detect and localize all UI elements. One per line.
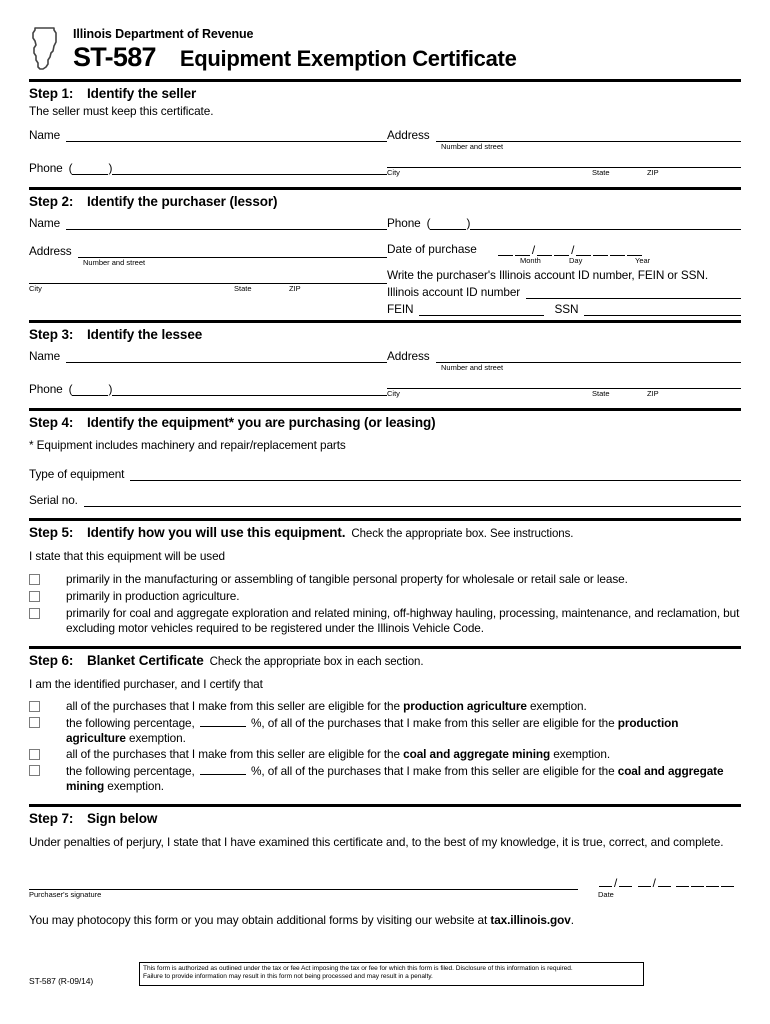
step-6-option-2-mid: %, of all of the purchases that I make from this seller are eligible for the xyxy=(247,716,618,730)
step-6-option-2-pre: the following percentage, xyxy=(66,716,198,730)
seller-name-row xyxy=(29,128,387,142)
step-5-checkbox-3[interactable] xyxy=(29,608,40,619)
purchaser-state-caption: State xyxy=(234,284,252,293)
step-6-subtitle: Check the appropriate box in each section. xyxy=(209,656,424,668)
legal-notice-line-1: This form is authorized as outlined under the tax or fee Act imposing the tax or fee for which this form is filed. Disclosure of this information is required. xyxy=(143,965,573,972)
step-1-number: Step 1: xyxy=(29,86,74,101)
seller-address-row xyxy=(387,128,741,142)
lessee-name-label: Name xyxy=(29,349,61,363)
step-1-title: Identify the seller xyxy=(87,86,197,101)
purchase-month-digit-2[interactable] xyxy=(515,244,530,256)
purchaser-zip-caption: ZIP xyxy=(289,284,301,293)
step-6-option-4-mid: %, of all of the purchases that I make from this seller are eligible for the xyxy=(247,764,618,778)
step-5-subtitle: Check the appropriate box. See instructions. xyxy=(351,528,574,540)
account-id-row xyxy=(387,285,741,299)
step-6-option-4-pre: the following percentage, xyxy=(66,764,198,778)
signature-caption: Purchaser's signature xyxy=(29,890,102,899)
seller-phone-input[interactable] xyxy=(112,161,387,175)
purchaser-name-row xyxy=(29,216,387,230)
lessee-city-caption: City xyxy=(387,389,400,398)
step-1-instruction: The seller must keep this certificate. xyxy=(29,104,214,118)
step-6-checkbox-4[interactable] xyxy=(29,765,40,776)
step-6-option-3-post: exemption. xyxy=(550,747,611,761)
step-5-title: Identify how you will use this equipment. xyxy=(87,525,346,540)
seller-phone-area-input[interactable] xyxy=(72,162,108,175)
step-4-footnote: * Equipment includes machinery and repair/replacement parts xyxy=(29,438,346,452)
step-6-lead-in: I am the identified purchaser, and I certify that xyxy=(29,677,263,691)
purchaser-name-label: Name xyxy=(29,216,61,230)
signature-row xyxy=(29,876,741,899)
purchaser-number-street-caption: Number and street xyxy=(83,258,146,267)
step-7-title: Sign below xyxy=(87,811,158,826)
purchaser-phone-row xyxy=(387,216,741,230)
lessee-address-label: Address xyxy=(387,349,430,363)
step-3-title: Identify the lessee xyxy=(87,327,203,342)
step-6-option-2-bold: production agriculture xyxy=(66,716,679,745)
purchase-year-digit-1[interactable] xyxy=(576,244,591,256)
step-2-header xyxy=(29,190,741,212)
purchaser-name-input[interactable] xyxy=(66,216,387,230)
page-title: Equipment Exemption Certificate xyxy=(179,46,517,71)
sign-date-month-1[interactable] xyxy=(599,876,612,887)
purchaser-csz-captions xyxy=(29,284,387,293)
purchaser-phone-label: Phone xyxy=(387,216,421,230)
ssn-input[interactable] xyxy=(584,302,741,316)
seller-number-street-caption: Number and street xyxy=(441,142,504,151)
step-6-checkbox-1[interactable] xyxy=(29,701,40,712)
step-6-header xyxy=(29,649,741,671)
purchase-year-digit-2[interactable] xyxy=(593,244,608,256)
photocopy-note xyxy=(29,913,741,928)
lessee-name-row xyxy=(29,349,387,363)
sign-date-day-1[interactable] xyxy=(638,876,651,887)
purchaser-address-input[interactable] xyxy=(78,244,387,258)
seller-csz-captions xyxy=(387,168,741,177)
seller-address-label: Address xyxy=(387,128,430,142)
seller-name-label: Name xyxy=(29,128,61,142)
step-1-fields xyxy=(29,128,741,187)
account-id-input[interactable] xyxy=(526,285,741,299)
signature-input[interactable] xyxy=(29,879,578,890)
ssn-label: SSN xyxy=(554,302,579,316)
step-6-checkbox-2[interactable] xyxy=(29,717,40,728)
step-5-option-1[interactable] xyxy=(29,572,741,587)
photocopy-note-pre: You may photocopy this form or you may obtain additional forms by visiting our website at xyxy=(29,913,491,927)
agency-name: Illinois Department of Revenue xyxy=(73,27,254,41)
legal-notice-box xyxy=(139,962,644,986)
lessee-state-caption: State xyxy=(592,389,610,398)
step-6-checkbox-3[interactable] xyxy=(29,749,40,760)
seller-address-input[interactable] xyxy=(436,128,741,142)
purchase-year-digit-4[interactable] xyxy=(627,244,642,256)
purchase-day-digit-2[interactable] xyxy=(554,244,569,256)
step-3-fields xyxy=(29,349,741,408)
form-revision-code: ST-587 (R-09/14) xyxy=(29,976,94,986)
step-6-option-1-bold: production agriculture xyxy=(403,699,527,713)
step-4-header xyxy=(29,411,741,433)
form-number: ST-587 xyxy=(73,42,156,72)
id-instruction: Write the purchaser's Illinois account ID number, FEIN or SSN. xyxy=(387,268,709,282)
purchaser-address-label: Address xyxy=(29,244,72,258)
serial-number-input[interactable] xyxy=(84,493,741,507)
step-6-option-4[interactable] xyxy=(29,763,741,794)
step-4-number: Step 4: xyxy=(29,415,74,430)
day-caption: Day xyxy=(569,256,583,265)
step-7-header xyxy=(29,807,741,829)
step-7-number: Step 7: xyxy=(29,811,74,826)
step-6-percent-input-2[interactable] xyxy=(200,763,246,775)
seller-name-input[interactable] xyxy=(66,128,387,142)
illinois-state-outline-icon xyxy=(29,26,63,72)
seller-zip-caption: ZIP xyxy=(647,168,659,177)
step-5-checkbox-2[interactable] xyxy=(29,591,40,602)
lessee-phone-area-input[interactable] xyxy=(72,383,108,396)
step-6-option-1-post: exemption. xyxy=(526,699,587,713)
step-1-header xyxy=(29,82,741,104)
step-5-option-3-label: primarily for coal and aggregate exploration and related mining, off-highway hauling, processing, maintenance, and reclamation, but excluding motor vehicles required to be registered under the Illinois Vehicle Code. xyxy=(66,606,740,635)
step-6-option-3-bold: coal and aggregate mining xyxy=(403,747,551,761)
step-5-number: Step 5: xyxy=(29,525,74,540)
step-5-option-3[interactable] xyxy=(29,606,741,636)
sign-date-year-4[interactable] xyxy=(721,876,734,887)
serial-number-row xyxy=(29,493,741,507)
step-3-number: Step 3: xyxy=(29,327,74,342)
form-header xyxy=(29,26,741,74)
form-footer xyxy=(29,962,741,986)
step-6-number: Step 6: xyxy=(29,653,74,668)
legal-notice-line-2: Failure to provide information may result in this form not being processed and may result in a penalty. xyxy=(143,973,433,981)
sign-date-year-3[interactable] xyxy=(706,876,719,887)
step-3-header xyxy=(29,323,741,345)
purchase-day-digit-1[interactable] xyxy=(537,244,552,256)
step-5-option-1-label: primarily in the manufacturing or assembling of tangible personal property for wholesale or retail sale or lease. xyxy=(66,572,628,586)
lessee-phone-input[interactable] xyxy=(112,382,387,396)
step-6-option-4-bold: coal and aggregate mining xyxy=(66,764,724,793)
seller-state-caption: State xyxy=(592,168,610,177)
website-link[interactable]: tax.illinois.gov xyxy=(490,913,571,927)
step-2-number: Step 2: xyxy=(29,194,74,209)
purchase-month-digit-1[interactable] xyxy=(498,244,513,256)
step-5-checkbox-1[interactable] xyxy=(29,574,40,585)
step-6-option-2-post: exemption. xyxy=(125,731,186,745)
photocopy-note-post: . xyxy=(570,913,574,927)
step-2-fields xyxy=(29,216,741,320)
seller-city-caption: City xyxy=(387,168,400,177)
month-caption: Month xyxy=(520,256,541,265)
date-of-purchase-label: Date of purchase xyxy=(387,242,477,256)
sign-date-month-2[interactable] xyxy=(619,876,632,887)
step-6-percent-input-1[interactable] xyxy=(200,715,246,727)
seller-phone-label: Phone xyxy=(29,161,63,175)
purchaser-phone-area-input[interactable] xyxy=(430,217,466,230)
step-5-option-2-label: primarily in production agriculture. xyxy=(66,589,240,603)
perjury-statement: Under penalties of perjury, I state that I have examined this certificate and, to the best of my knowledge, it is true, correct, and complete. xyxy=(29,835,724,849)
sign-date-year-1[interactable] xyxy=(676,876,689,887)
step-6-option-1-pre: all of the purchases that I make from this seller are eligible for the xyxy=(66,699,404,713)
purchaser-address-row xyxy=(29,244,387,258)
sign-date-day-2[interactable] xyxy=(658,876,671,887)
fein-input[interactable] xyxy=(419,302,544,316)
lessee-phone-label: Phone xyxy=(29,382,63,396)
lessee-csz-captions xyxy=(387,389,741,398)
year-caption: Year xyxy=(635,256,651,265)
purchase-year-digit-3[interactable] xyxy=(610,244,625,256)
lessee-zip-caption: ZIP xyxy=(647,389,659,398)
step-6-option-3[interactable] xyxy=(29,747,741,762)
fein-ssn-row xyxy=(387,302,741,316)
lessee-phone-row xyxy=(29,382,387,396)
purchaser-phone-area-wrap: ( ) xyxy=(426,216,471,230)
lessee-phone-area-wrap: ( ) xyxy=(68,382,113,396)
lessee-address-input[interactable] xyxy=(436,349,741,363)
equipment-type-label: Type of equipment xyxy=(29,467,125,481)
step-6-title: Blanket Certificate xyxy=(87,653,204,668)
lessee-address-row xyxy=(387,349,741,363)
signature-date-caption: Date xyxy=(598,890,614,899)
equipment-type-input[interactable] xyxy=(130,467,741,481)
step-5-lead-in: I state that this equipment will be used xyxy=(29,549,226,563)
lessee-name-input[interactable] xyxy=(66,349,387,363)
purchaser-city-caption: City xyxy=(29,284,42,293)
purchaser-phone-input[interactable] xyxy=(470,216,741,230)
step-4-title: Identify the equipment* you are purchasing (or leasing) xyxy=(87,415,436,430)
fein-label: FEIN xyxy=(387,302,414,316)
step-5-option-2[interactable] xyxy=(29,589,741,604)
sign-date-year-2[interactable] xyxy=(691,876,704,887)
step-6-option-2[interactable] xyxy=(29,715,741,746)
lessee-number-street-caption: Number and street xyxy=(441,363,504,372)
signature-date-block: / / Date xyxy=(598,876,735,899)
equipment-type-row xyxy=(29,467,741,481)
account-id-label: Illinois account ID number xyxy=(387,285,521,299)
seller-phone-row xyxy=(29,161,387,175)
serial-number-label: Serial no. xyxy=(29,493,78,507)
step-5-header xyxy=(29,521,741,543)
seller-phone-area-wrap: ( ) xyxy=(68,161,113,175)
step-2-title: Identify the purchaser (lessor) xyxy=(87,194,278,209)
step-6-option-3-pre: all of the purchases that I make from this seller are eligible for the xyxy=(66,747,404,761)
step-6-option-4-post: exemption. xyxy=(104,779,164,793)
date-captions xyxy=(387,256,741,266)
step-6-option-1[interactable] xyxy=(29,699,741,714)
date-of-purchase-row: Date of purchase / / xyxy=(387,242,741,256)
